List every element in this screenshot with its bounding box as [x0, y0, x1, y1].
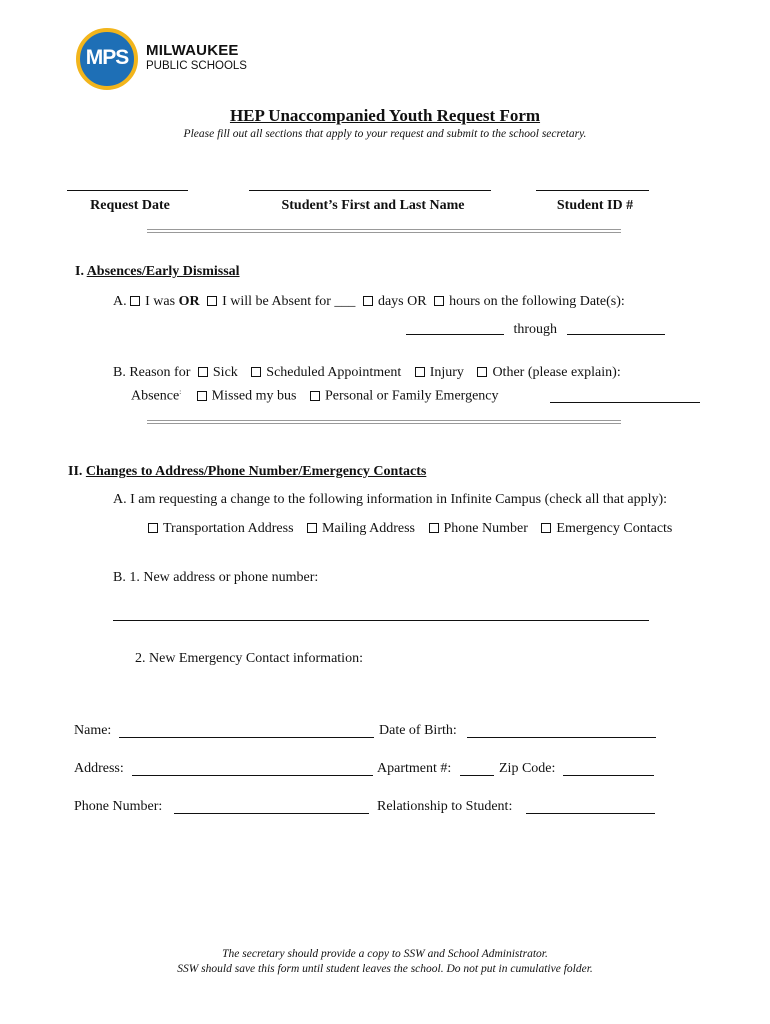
section2-heading: II. Changes to Address/Phone Number/Emergency Contacts: [68, 464, 427, 479]
hours-checkbox[interactable]: [434, 296, 444, 306]
was-absent-checkbox[interactable]: [130, 296, 140, 306]
student-id-field[interactable]: [536, 190, 649, 191]
phone-field[interactable]: [174, 813, 369, 814]
student-name-field[interactable]: [249, 190, 491, 191]
form-subtitle: Please fill out all sections that apply to your request and submit to the school secretary.: [183, 128, 587, 140]
apartment-label: Apartment #:: [377, 761, 452, 776]
dob-field[interactable]: [467, 737, 656, 738]
sick-checkbox[interactable]: [198, 367, 208, 377]
logo-subtitle: PUBLIC SCHOOLS: [146, 60, 247, 72]
reason-row-1: B. Reason for Sick Scheduled Appointment Injury Other (please explain):: [113, 365, 621, 380]
contact-name-field[interactable]: [119, 737, 374, 738]
address-field[interactable]: [132, 775, 373, 776]
absence-line-a: A. I was OR I will be Absent for ___ days OR hours on the following Date(s):: [113, 294, 625, 309]
days-checkbox[interactable]: [363, 296, 373, 306]
new-address-label: B. 1. New address or phone number:: [113, 570, 319, 585]
change-options: Transportation Address Mailing Address Phone Number Emergency Contacts: [148, 521, 672, 537]
address-label: Address:: [74, 761, 124, 776]
date-range: through: [406, 322, 665, 338]
start-date-field[interactable]: [406, 323, 504, 335]
form-title: HEP Unaccompanied Youth Request Form: [229, 106, 541, 125]
appointment-checkbox[interactable]: [251, 367, 261, 377]
mailing-address-checkbox[interactable]: [307, 523, 317, 533]
new-emergency-contact-label: 2. New Emergency Contact information:: [135, 651, 363, 666]
transportation-address-checkbox[interactable]: [148, 523, 158, 533]
missed-bus-checkbox[interactable]: [197, 391, 207, 401]
phone-label: Phone Number:: [74, 799, 163, 814]
phone-number-checkbox[interactable]: [429, 523, 439, 533]
new-address-field[interactable]: [113, 620, 649, 621]
request-date-label: Request Date: [90, 198, 170, 213]
apartment-field[interactable]: [460, 775, 494, 776]
zip-label: Zip Code:: [499, 761, 556, 776]
footer-note-1: The secretary should provide a copy to SSW and School Administrator.: [222, 948, 548, 960]
injury-checkbox[interactable]: [415, 367, 425, 377]
emergency-contacts-checkbox[interactable]: [541, 523, 551, 533]
mps-logo: [76, 28, 276, 92]
zip-field[interactable]: [563, 775, 654, 776]
section1-heading: I. Absences/Early Dismissal: [75, 264, 240, 279]
relationship-label: Relationship to Student:: [377, 799, 513, 814]
student-name-label: Student’s First and Last Name: [281, 198, 465, 213]
end-date-field[interactable]: [567, 323, 665, 335]
change-request-text: A. I am requesting a change to the following information in Infinite Campus (check all that apply):: [113, 492, 668, 507]
dob-label: Date of Birth:: [379, 723, 457, 738]
relationship-field[interactable]: [526, 813, 655, 814]
will-be-absent-checkbox[interactable]: [207, 296, 217, 306]
separator: [147, 420, 621, 424]
request-date-field[interactable]: [67, 190, 188, 191]
other-checkbox[interactable]: [477, 367, 487, 377]
contact-name-label: Name:: [74, 723, 112, 738]
separator: [147, 229, 621, 233]
logo-name: MILWAUKEE: [146, 42, 239, 59]
footer-note-2: SSW should save this form until student leaves the school. Do not put in cumulative folder.: [177, 963, 593, 975]
student-id-label: Student ID #: [556, 198, 634, 213]
reason-row-2: Absence: Missed my bus Personal or Family Emergency: [131, 388, 499, 404]
other-explain-field[interactable]: [550, 402, 700, 403]
mps-logo-mark: MPS: [76, 28, 138, 90]
emergency-checkbox[interactable]: [310, 391, 320, 401]
